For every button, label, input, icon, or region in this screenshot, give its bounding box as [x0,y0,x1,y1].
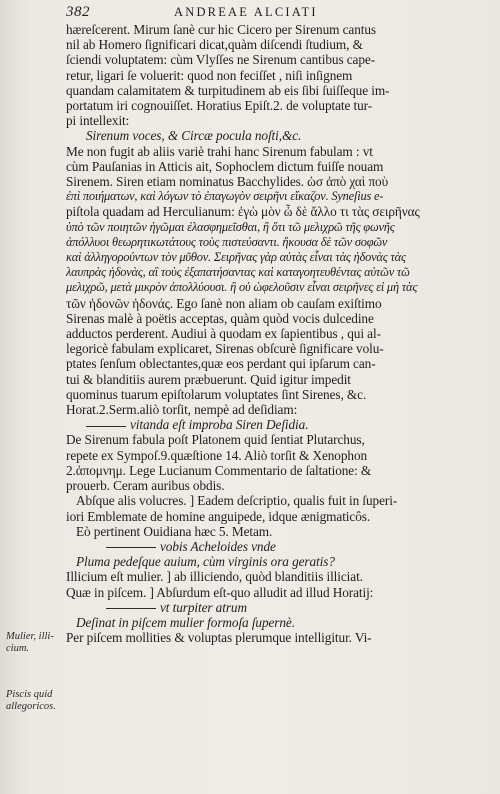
text-line: repete ex Sympoſ.9.quæſtione 14. Aliò torſit & Xenophon [66,447,368,463]
text-line: nil ab Homero ſignificari dicat,quàm diſcendi ſtudium, & [66,37,363,53]
text-line: Sirenem. Siren etiam nominatus Bacchylides. ὡσ ἀπὸ χαὶ ποὺ [66,174,389,190]
text-line: Quæ in piſcem. ] Abſurdum eſt-quo alludit ad illud Horatij: [66,584,374,600]
text-line: quominus tuarum epiſtolarum voluptates ſint Sirenes, &c. [66,386,367,402]
text-line: De Sirenum fabula poſt Platonem quid ſentiat Plutarchus, [66,432,365,448]
text-line: retur, ligari ſe voluerit: quod non feciſſet , niſi inſignem [66,67,353,83]
greek-line: μελιχρῶ, μετὰ μικρὸν ἀπολλύουσι. ἢ οὐ ὠφελοῦσιν εἶναι σειρῆνες εἰ μὴ τὰς [66,280,418,295]
text-line: portatum iri cognouiſſet. Horatius Epiſt.2. de voluptate tur- [66,98,373,114]
text-line: cùm Pauſanias in Atticis ait, Sophoclem dictum fuiſſe nouam [66,158,384,174]
verse-quote [66,417,496,432]
text-line: legoricè fabulam explicaret, Sirenas obſcurè ſignificare volu- [66,341,384,357]
text-line: hæreſcerent. Mirum ſanè cur hic Cicero per Sirenum cantus [66,22,376,37]
margin-note-mulier: Mulier, illi-cium. [6,631,54,654]
dash-rule [106,547,156,548]
text-line: τῶν ἡδονῶν ἡδονάς. Ego ſanè non aliam ob cauſam exiſtimo [66,295,382,311]
verse-quote: Pluma pedeſque auium, cùm virginis ora geratis? [76,554,335,570]
verse-quote: Sirenum voces, & Circæ pocula noſti,&c. [86,128,302,144]
text-line: prouerb. Ceram auribus obdis. [66,478,225,494]
body-text [66,22,496,645]
dash-rule [106,608,156,609]
text-line: piſtola quadam ad Herculianum: ἐγὼ μὸν ὦ δὲ ἄλλο τι τὰς σειρῆνας [66,204,420,220]
text-line: Horat.2.Serm.aliò torſit, nempè ad deſidiam: [66,402,298,418]
greek-line: καὶ ἀλληγορούντων τὸν μῦθον. Σειρῆνας γὰρ αὐτὰς εἶναι τὰς ἡδονὰς τὰς [66,250,406,265]
verse-text: vitanda eſt improba Siren Deſidia. [130,417,309,433]
text-line: Per piſcem mollities & voluptas plerumque intelligitur. Vi- [66,630,372,646]
text-line: Eò pertinent Ouidiana hæc 5. Metam. [76,523,273,539]
verse-text: vobis Acheloides vnde [160,538,276,554]
running-head: ANDREAE ALCIATI [174,5,318,19]
text-line: ptates ſenſum oblectantes,quæ eos perdant qui ipſarum can- [66,356,376,372]
text-line: adductos perderent. Audiui à quodam ex ſapientibus , qui al- [66,326,381,342]
text-line: ſciendi voluptatem: cùm Vlyſſes ne Sirenum cantibus cape- [66,52,376,68]
verse-quote [66,539,496,554]
text-line: Abſque alis volucres. ] Eadem deſcriptio, qualis fuit in ſuperi- [76,493,398,509]
text-line: iori Emblemate de homine anguipede, idque ænigmaticôs. [66,508,371,524]
text-line: tui & blanditiis aurem præbuerunt. Quid igitur impedit [66,371,351,387]
text-line: Sirenas malè à poëtis acceptas, quàm quòd vocis dulcedine [66,310,374,326]
greek-line: ἐπὶ ποιήματων, καὶ λόγων τὸ ἐπαγωγὸν σειρῆνι εἴκαζον. Syneſius e- [66,189,384,204]
verse-quote [66,600,496,615]
page-number: 382 [66,4,90,20]
text-line: Me non fugit ab aliis variè trahi hanc Sirenum fabulam : vt [66,143,373,159]
greek-line: ἀπόλλυοι θεωρητικωτάτους τοὺς πιστεύσαντι. ἤκουσα δὲ τῶν σοφῶν [66,234,388,249]
greek-line: λαυπρὰς ἡδονὰς, αἳ τοὺς ἐξαπατήσαντας καὶ καταγοητευθέντας αὐτῶν τῶ [66,265,410,280]
margin-note-piscis: Piscis quid allegoricos. [6,689,56,712]
text-line: pi intellexit: [66,113,130,129]
text-line: quandam calamitatem & turpitudinem ab eis ſibi ſuiſſeque im- [66,82,390,98]
text-line: Illicium eſt mulier. ] ab illiciendo, quòd blanditiis illiciat. [66,569,363,585]
verse-quote: Deſinat in piſcem mulier formoſa ſupernè. [76,614,295,630]
verse-text: vt turpiter atrum [160,599,247,615]
dash-rule [86,426,126,427]
greek-line: ὑπὸ τῶν ποιητῶν ἡγῶμαι ἐλασφημεῖσθαι, ἢ ὅτι τῶ μελιχρῶ τῆς φωνῆς [66,219,395,234]
page-header [66,4,486,22]
text-line: 2.ἀπομνημ. Lege Lucianum Commentario de ſaltatione: & [66,462,372,478]
